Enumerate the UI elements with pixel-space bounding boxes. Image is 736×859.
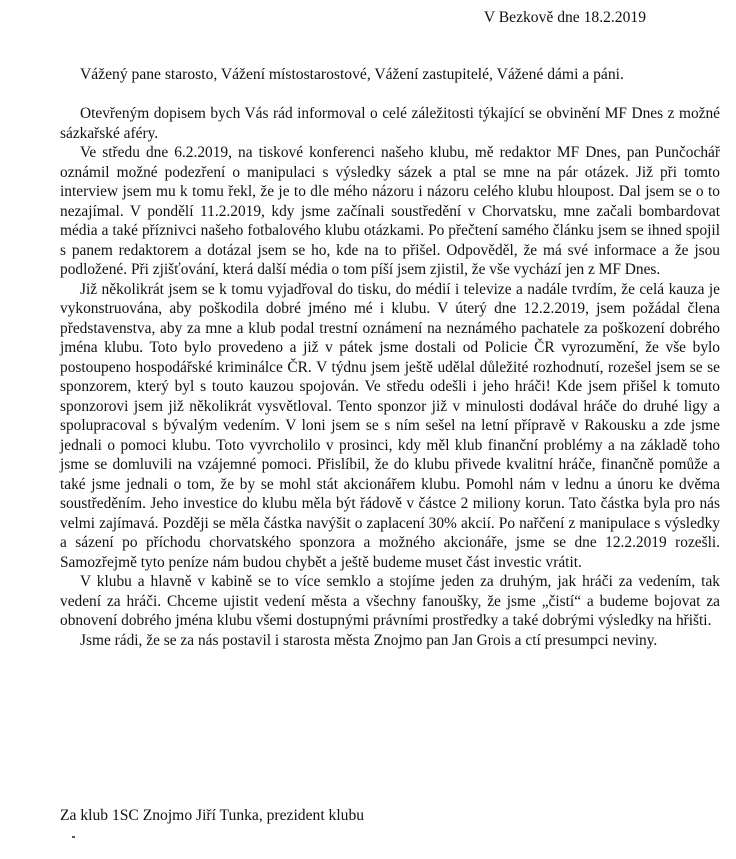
signature-line: Za klub 1SC Znojmo Jiří Tunka, prezident klubu: [60, 807, 365, 824]
paragraph-press-conference: Ve středu dne 6.2.2019, na tiskové konferenci našeho klubu, mě redaktor MF Dnes, pan Punčochář oznámil možné podezření o manipulaci s výsledky sázek a ptal se mne na pár otázek. Již při tomto interview jsem mu k tomu řekl, že je to dle mého názoru i názoru celého klubu hloupost. Dal jsem se o to nezajímal. V pondělí 11.2.2019, kdy jsme začínali soustředění v Chorvatsku, mne začali bombardovat média a také příznivci našeho fotbalového klubu otázkami. Po přečtení samého článku jsem se ihned spojil s panem redaktorem a dotázal jsem se ho, kde na to přišel. Odpověděl, že má své informace a že jsou podložené. Při zjišťování, která další média o tom píší jsem zjistil, že vše vychází jen z MF Dnes.: [60, 144, 720, 278]
stray-ink-mark: [72, 836, 75, 838]
paragraph-closing: Jsme rádi, že se za nás postavil i starosta města Znojmo pan Jan Grois a ctí presumpci neviny.: [80, 631, 658, 649]
paragraph-sponsor: Již několikrát jsem se k tomu vyjadřoval do tisku, do médií i televize a nadále tvrdím, že celá kauza je vykonstruována, aby poškodila dobré jméno mé i klubu. V úterý dne 12.2.2019, jsem požádal člena představenstva, aby za mne a klub podal trestní oznámení na neznámého pachatele za poškození dobrého jména klubu. Toto bylo provedeno a již v pátek jsme dostali od Policie ČR vyrozumění, že vše bylo postoupeno hospodářské kriminálce ČR. V týdnu jsem ještě udělal důležité rozhodnutí, rozešel jsem se se sponzorem, který byl s touto kauzou spojován. Ve středu odešli i jeho hráči! Kde jsem přišel k tomuto sponzorovi jsem již několikrát vysvětloval. Tento sponzor již v minulosti dodával hráče do druhé ligy a spolupracoval s bývalým vedením. V loni jsem se s ním sešel na letní přípravě v Rakousku a zde jsme jednali o pomoci klubu. Toto vyvrcholilo v prosinci, kdy měl klub finanční problémy a na základě toho jsme se domluvili na vzájemné pomoci. Přislíbil, že do klubu přivede kvalitní hráče, finančně pomůže a také jsme jednali o tom, že by se mohl stát akcionářem klubu. Pomohl nám v lednu a únoru ke dvěma soustředěním. Jeho investice do klubu měla být řádově v částce 2 miliony korun. Tato částka byla pro nás velmi zajímavá. Později se měla částka navýšit o zaplacení 30% akcií. Po nařčení z manipulace s výsledky a sázení po příchodu chorvatského sponzora a možného akcionáře, jsme se dne 12.2.2019 rozešli. Samozřejmě tyto peníze nám budou chybět a ještě budeme muset část investic vrátit.: [60, 280, 720, 571]
letter-body: [60, 104, 720, 650]
paragraph-team: V klubu a hlavně v kabině se to více semklo a stojíme jeden za druhým, jak hráči za vedením, tak vedení za hráči. Chceme ujistit vedení města a všechny fanoušky, že jsme „čistí“ a budeme bojovat za obnovení dobrého jména klubu všemi dostupnými právními prostředky a také dobrými výsledky na hřišti.: [60, 573, 720, 629]
paragraph-intro: Otevřeným dopisem bych Vás rád informoval o celé záležitosti týkající se obvinění MF Dnes z možné sázkařské aféry.: [60, 105, 720, 142]
letter-date: V Bezkově dne 18.2.2019: [483, 9, 646, 26]
salutation: Vážený pane starosto, Vážení místostarostové, Vážení zastupitelé, Vážené dámi a pánі.: [80, 66, 624, 83]
